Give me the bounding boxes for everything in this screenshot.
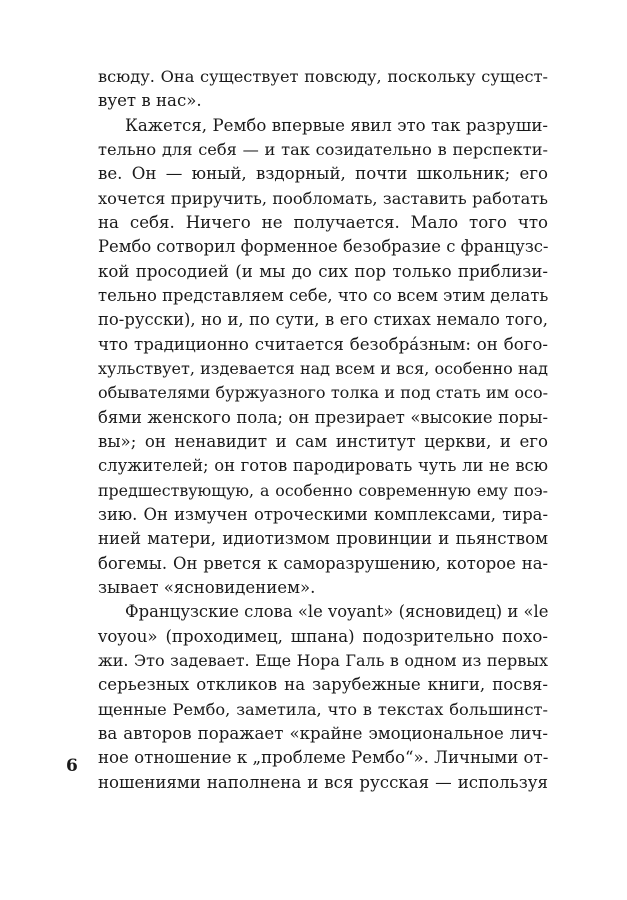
body-text xyxy=(98,65,548,795)
page-number: 6 xyxy=(66,756,78,776)
text-line: обывателями буржуазного толка и под стать им осо- xyxy=(98,383,548,403)
text-line: Кажется, Рембо впервые явил это так разруши- xyxy=(125,115,548,135)
text-line: ва авторов поражает «крайне эмоциональное лич- xyxy=(98,723,548,743)
text-line: Рембо сотворил форменное безобразие с французс- xyxy=(98,237,549,257)
text-line: voyou» (проходимец, шпана) подозрительно похо- xyxy=(98,626,548,646)
text-line: нией матери, идиотизмом провинции и пьянством xyxy=(98,529,548,549)
text-line: зывает «ясновидением». xyxy=(98,577,316,597)
text-line: по-русски), но и, по сути, в его стихах немало того, xyxy=(98,310,548,330)
text-line: вы»; он ненавидит и сам институт церкви, и его xyxy=(98,431,548,451)
text-line: тельно представляем себе, что со всем этим делать xyxy=(98,285,549,305)
text-line: ношениями наполнена и вся русская — используя xyxy=(98,772,548,792)
text-line: служителей; он готов пародировать чуть ли не всю xyxy=(98,456,548,476)
text-line: кой просодией (и мы до сих пор только приблизи- xyxy=(98,261,548,281)
text-line: бями женского пола; он презирает «высокие поры- xyxy=(98,407,548,427)
text-line: тельно для себя — и так созидательно в перспекти- xyxy=(98,139,548,159)
text-line: ве. Он — юный, вздорный, почти школьник; его xyxy=(98,164,548,184)
text-line: что традиционно считается безобра́зным: он бого- xyxy=(98,334,548,354)
text-line: предшествующую, а особенно современную ему поэ- xyxy=(98,480,548,500)
text-line: хульствует, издевается над всем и вся, особенно над xyxy=(98,358,548,378)
text-line: Французские слова «le voyant» (ясновидец) и «le xyxy=(125,602,549,622)
text-line: ное отношение к „проблеме Рембо“». Личными от- xyxy=(98,748,549,768)
text-line: вует в нас». xyxy=(98,91,202,111)
text-line: богемы. Он рвется к саморазрушению, которое на- xyxy=(98,553,548,573)
text-line: зию. Он измучен отроческими комплексами, тира- xyxy=(98,504,548,524)
text-line: всюду. Она существует повсюду, поскольку сущест- xyxy=(98,67,548,86)
text-line: щенные Рембо, заметила, что в текстах большинст- xyxy=(98,699,548,719)
text-line: жи. Это задевает. Еще Нора Галь в одном из первых xyxy=(98,650,548,670)
text-line: хочется приручить, пообломать, заставить работать xyxy=(98,188,548,208)
text-line: серьезных откликов на зарубежные книги, посвя- xyxy=(98,675,548,695)
text-line: на себя. Ничего не получается. Мало того что xyxy=(98,212,548,232)
